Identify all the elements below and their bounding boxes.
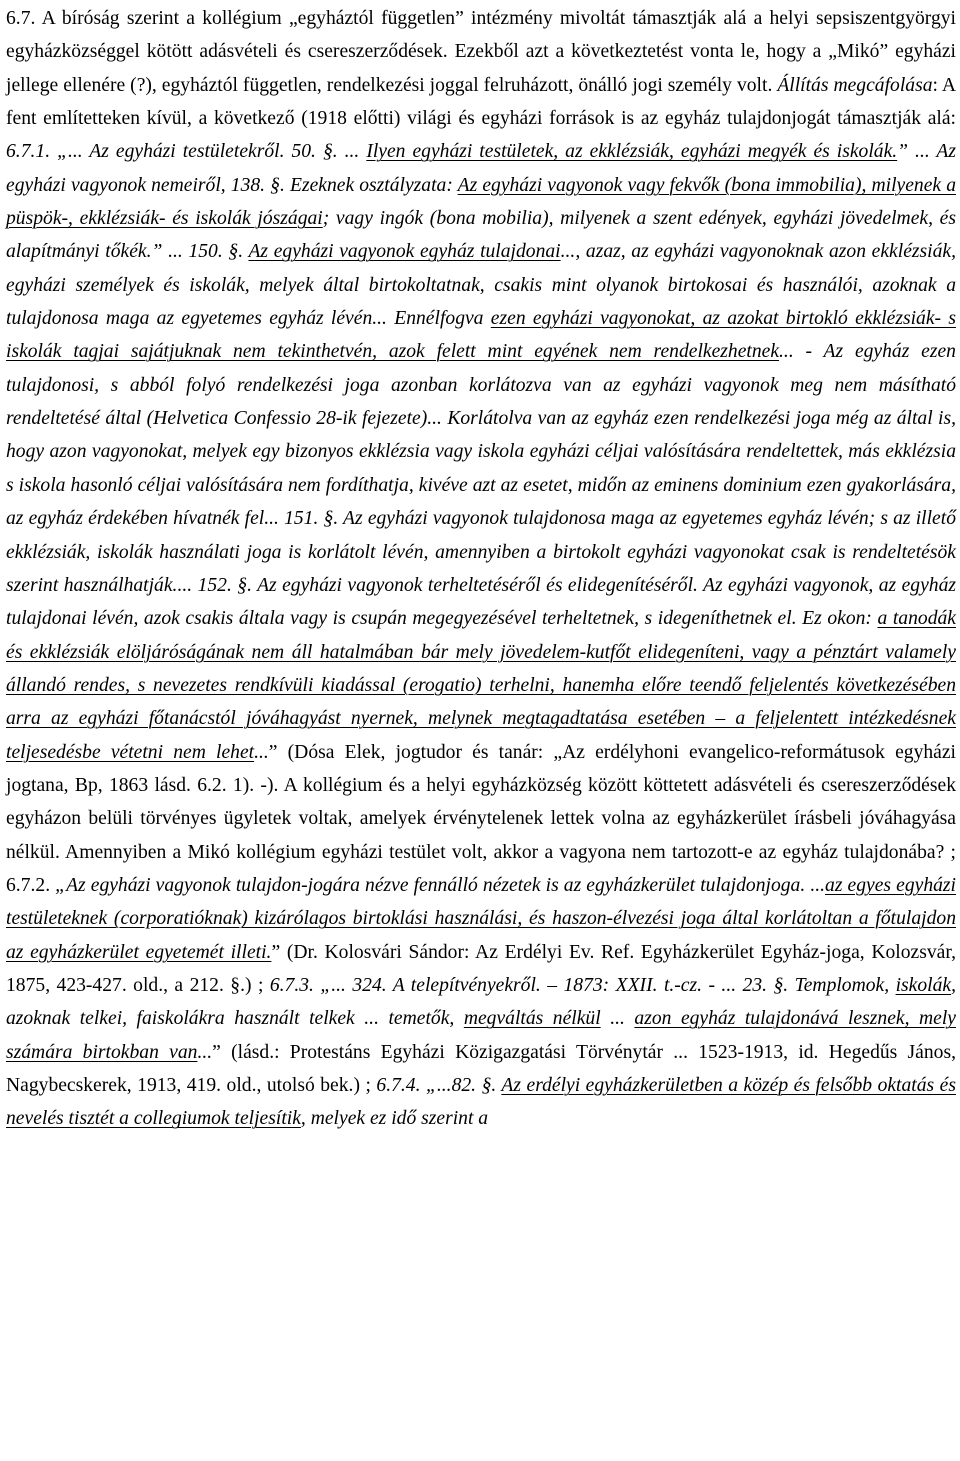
text-segment: a tanodák és ekklézsiák elöljáróságának nem áll hatalmában bár mely jövedelem-kutfőt elidegeníteni, vagy a pénztárt valamely állandó rendes, s nevezetes rendkívüli kiadással (erogatio) terhelni, hanemha előre teendő feljelentés következésében arra az egyházi főtanácstól jóváhagyást nyernek, melynek megtagadtatása esetében – a feljelentett intézkedésnek teljesedésbe vétetni nem lehet (6, 608, 956, 763)
text-segment: ” (lásd.: Protestáns Egyházi Közigazgatási Törvénytár ... 1523-1913, id. Hegedűs János, Nagybecskerek, 1913, 419. old., utolsó bek.) ; (6, 1041, 956, 1096)
text-segment: Az egyházi vagyonok vagy fekvők (bona immobilia), milyenek a püspök-, ekklézsiák- és iskolák jószágai (6, 174, 957, 230)
text-segment: 6.7.4. „...82. §. (376, 1075, 502, 1096)
text-segment: , azoknak telkei, faiskolákra használt telkek ... temetők, (6, 974, 956, 1030)
text-segment: ek, mely számára birtokban van (6, 1008, 956, 1063)
text-segment: Az erdélyi egyházkerületben a közép és felsőbb oktatás és nevelés tisztét a collegiumok teljesítik (6, 1075, 956, 1130)
text-segment: 6.7.3. „... 324. A telepítvényekről. – 1873: XXII. t.-cz. - ... 23. §. Templomok, (269, 974, 896, 996)
text-segment: az egyes egyházi testületeknek (corporatióknak) kizárólagos birtoklási használási, és haszon-élvezési joga által korlátoltan a főtulajdon az egyházkerület egyetemét illeti. (6, 874, 956, 963)
text-segment: ... (254, 741, 269, 763)
text-segment: Az egyházi vagyonok egyház tulajdonai (248, 241, 561, 263)
text-segment: ... (600, 1008, 635, 1030)
text-segment: : A fent említetteken kívül, a következő (1918 előtti) világi és egyházi források is az egyház tulajdonjogát támasztják alá: (6, 74, 956, 130)
text-segment: megváltás nélkül (463, 1008, 601, 1030)
text-segment: ... (197, 1041, 213, 1063)
text-segment: iskolák (895, 974, 952, 996)
text-segment: ” (Dósa Elek, jogtudor és tanár: „Az erdélyhoni evangelico-reformátusok egyházi jogtana, Bp, 1863 lásd. 6.2. 1). -). A kollégium és a helyi egyházközség között köttetett adásvételi és csereszerződések egyházon belüli törvényes ügyletek voltak, amelyek érvénytelenek lettek volna az egyházkerület írásbeli jóváhagyása nélkül. Amennyiben a Mikó kollégium egyházi testület volt, akkor a vagyona nem tartozott-e az egyház tulajdonába? ; 6.7.2. (6, 741, 956, 896)
text-segment: 6.7. A bíróság szerint a kollégium „egyháztól független” intézmény mivoltát támasztják alá a helyi sepsiszentgyörgyi egyházközséggel kötött adásvételi és csereszerződések. Ezekből azt a következtetést vonta le, hogy a „Mikó” egyházi jellege ellenére (?), egyháztól független, rendelkezési joggal felruházott, önálló jogi személy volt. (6, 8, 956, 96)
text-segment: 6.7.1. „... Az egyházi testületekről. 50. §. ... (6, 141, 367, 163)
text-segment: Állítás megcáfolása (777, 74, 933, 96)
text-segment: ..., azaz, az egyházi vagyonoknak azon ekklézsiák, egyházi személyek és iskolák, melyek által birtokoltatnak, csakis mint olyanok birtokosai és használói, azoknak a tulajdonosa maga az egyetemes egyház lévén... Ennélfogva (6, 241, 956, 330)
text-segment: „Az egyházi vagyonok tulajdon-jogára nézve fennálló nézetek is az egyházkerület tulajdonjoga. ... (55, 874, 826, 896)
text-segment: ” (Dr. Kolosvári Sándor: Az Erdélyi Ev. Ref. Egyházkerület Egyház-joga, Kolozsvár, 1875, 423-427. old., a 212. §.) ; (6, 941, 956, 996)
text-segment: , melyek ez idő szerint a (300, 1108, 489, 1130)
text-segment: Ilyen egyházi testületek, az ekklézsiák, egyházi megyék és iskolák. (366, 141, 898, 163)
body-paragraph (6, 2, 956, 1136)
text-segment: ; vagy ingók (bona mobilia), milyenek a szent edények, egyházi jövedelmek, és alapítmányi tőkék.” ... 150. §. (6, 208, 956, 263)
text-segment: ... - Az egyház ezen tulajdonosi, s abból folyó rendelkezési joga azonban korlátozva van az egyházi vagyonok meg nem másítható rendeltetésé által (Helvetica Confessio 28-ik fejezete)... Korlátolva van az egyház ezen rendelkezési joga még az által is, hogy azon vagyonokat, melyek egy bizonyos ekklézsia vagy iskola egyházi céljai valósítására rendeltettek, más ekklézsia s iskola hasonló céljai valósítására nem fordíthatja, kivéve azt az esetet, midőn az eminens dominium ezen gyakorlására, az egyház érdekében hívatnék fel... 151. §. Az egyházi vagyonok tulajdonosa maga az egyetemes egyház lévén; s az illető ekklézsiák, iskolák használati joga is korlátolt lévén, amennyiben a birtokolt egyházi vagyonokat csak is rendeltetésök szerint használhatják.... 152. §. Az egyházi vagyonok terheltetéséről és elidegenítéséről. Az egyházi vagyonok, az egyház tulajdonai lévén, azok csakis általa vagy is csupán megegyezésével terheltetnek, s idegeníthetnek el. Ez okon: (6, 341, 956, 630)
text-segment: ezen egyházi vagyonokat, az azokat birtokló ekklézsiák- s iskolák tagjai sajátjuknak nem tekinthetvén, azok felett mint egyének nem rendelkezhetnek (6, 308, 956, 363)
text-segment: ” ... Az egyházi vagyonok nemeiről, 138. §. Ezeknek osztályzata: (6, 141, 956, 196)
text-segment: azon egyház tulajdonává leszn (634, 1008, 888, 1030)
